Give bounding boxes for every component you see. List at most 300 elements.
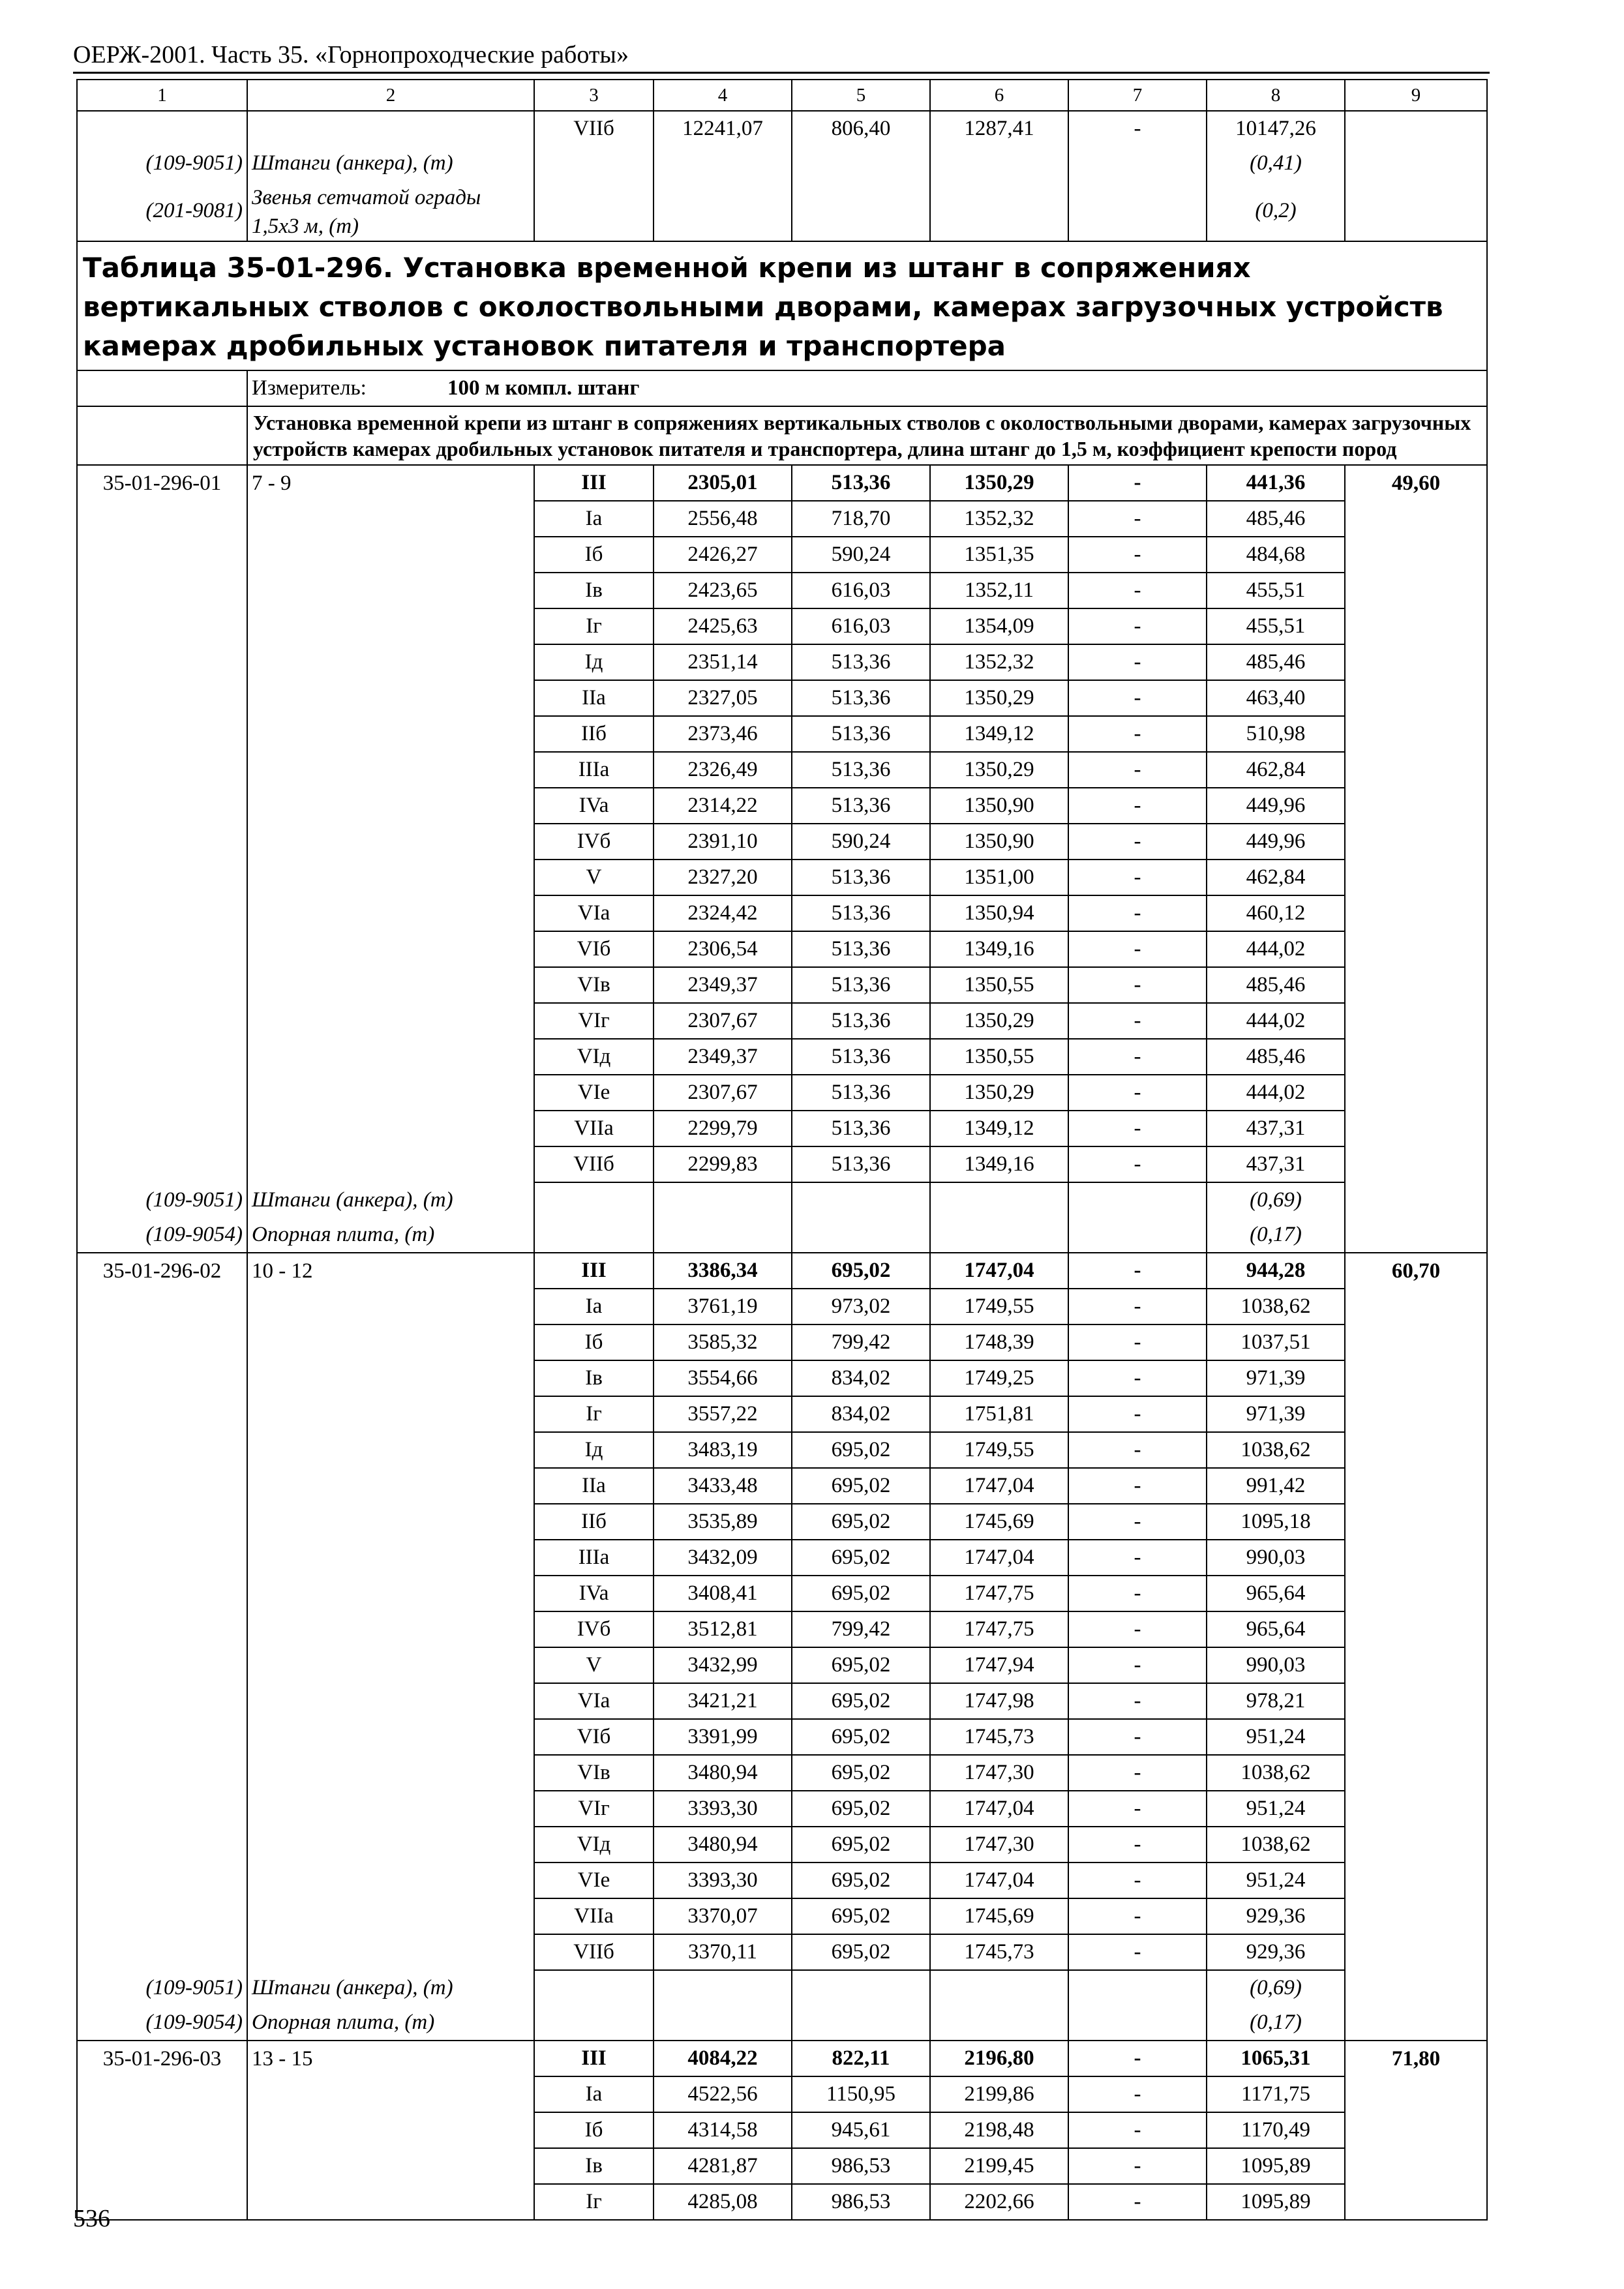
value-cell: - — [1068, 824, 1207, 860]
resource-note-row — [77, 181, 1487, 241]
value-cell: - — [1068, 680, 1207, 716]
value-cell: 3432,99 — [654, 1647, 792, 1683]
resource-code: (109-9051) — [77, 1970, 247, 2005]
empty-cell — [77, 1827, 247, 1863]
table-row — [77, 1111, 1487, 1146]
value-cell: - — [1068, 1289, 1207, 1324]
value-cell: 965,64 — [1207, 1611, 1345, 1647]
column-number: 4 — [654, 80, 792, 111]
rock-category-cell: IVa — [534, 1576, 654, 1611]
value-cell: 444,02 — [1207, 1003, 1345, 1039]
value-cell: 799,42 — [792, 1611, 930, 1647]
resource-code: (109-9054) — [77, 1218, 247, 1253]
value-cell: - — [1068, 1683, 1207, 1719]
value-cell: 1037,51 — [1207, 1324, 1345, 1360]
empty-cell — [77, 680, 247, 716]
empty-cell — [792, 181, 930, 241]
table-row — [77, 537, 1487, 573]
value-cell: 1349,12 — [930, 1111, 1068, 1146]
table-row — [77, 824, 1487, 860]
value-cell: 3421,21 — [654, 1683, 792, 1719]
value-cell: - — [1068, 1719, 1207, 1755]
column-number: 9 — [1345, 80, 1487, 111]
value-cell: - — [1068, 1576, 1207, 1611]
empty-cell — [1345, 1146, 1487, 1182]
value-cell: 2423,65 — [654, 573, 792, 608]
empty-cell — [77, 860, 247, 895]
value-cell: 1351,00 — [930, 860, 1068, 895]
empty-cell — [77, 2076, 247, 2112]
value-cell: 1352,11 — [930, 573, 1068, 608]
value-cell: 616,03 — [792, 573, 930, 608]
value-cell: 2349,37 — [654, 1039, 792, 1075]
empty-cell — [247, 931, 534, 967]
measure-cell — [247, 370, 1487, 406]
rock-category-cell: Iв — [534, 573, 654, 608]
value-cell: 695,02 — [792, 1719, 930, 1755]
value-cell: 437,31 — [1207, 1111, 1345, 1146]
value-cell: 462,84 — [1207, 860, 1345, 895]
value-cell: - — [1068, 111, 1207, 146]
value-cell: 1349,16 — [930, 1146, 1068, 1182]
empty-cell — [534, 2005, 654, 2041]
table-row — [77, 1003, 1487, 1039]
rock-category-cell: V — [534, 860, 654, 895]
empty-cell — [247, 1576, 534, 1611]
value-cell: 4522,56 — [654, 2076, 792, 2112]
empty-cell — [1345, 788, 1487, 824]
empty-cell — [77, 644, 247, 680]
empty-cell — [247, 1432, 534, 1468]
empty-cell — [1345, 2076, 1487, 2112]
table-row — [77, 644, 1487, 680]
intro-text: Установка временной крепи из штанг в сопряжениях вертикальных стволов с околоствольными дворами, камерах загрузочных устройств камерах дробильных установок питателя и транспортера, длина штанг до 1,5 м, коэффициент крепости пород — [247, 406, 1487, 465]
rock-category-cell: VIe — [534, 1863, 654, 1898]
empty-cell — [247, 1540, 534, 1576]
rock-category-cell: Iв — [534, 1360, 654, 1396]
table-row — [77, 2148, 1487, 2184]
empty-cell — [534, 181, 654, 241]
table-row — [77, 1827, 1487, 1863]
empty-cell — [1345, 1182, 1487, 1218]
table-row — [77, 1863, 1487, 1898]
value-cell: 971,39 — [1207, 1396, 1345, 1432]
value-cell: 2314,22 — [654, 788, 792, 824]
empty-cell — [1345, 2184, 1487, 2220]
empty-cell — [1345, 537, 1487, 573]
empty-cell — [1345, 1504, 1487, 1540]
value-cell: - — [1068, 1504, 1207, 1540]
value-cell: 4281,87 — [654, 2148, 792, 2184]
resource-code: (109-9051) — [77, 1182, 247, 1218]
table-row — [77, 1504, 1487, 1540]
value-cell: 3370,11 — [654, 1934, 792, 1970]
value-cell: 695,02 — [792, 1504, 930, 1540]
value-cell: 1747,75 — [930, 1611, 1068, 1647]
extra-value: 71,80 — [1345, 2041, 1487, 2076]
empty-cell — [1345, 1039, 1487, 1075]
value-cell: 1171,75 — [1207, 2076, 1345, 2112]
empty-cell — [792, 1182, 930, 1218]
rock-category-cell: Iг — [534, 608, 654, 644]
value-cell: 2326,49 — [654, 752, 792, 788]
value-cell: 2391,10 — [654, 824, 792, 860]
value-cell: 3480,94 — [654, 1755, 792, 1791]
empty-cell — [1345, 1468, 1487, 1504]
empty-cell — [247, 1039, 534, 1075]
value-cell: 513,36 — [792, 1003, 930, 1039]
value-cell: 1352,32 — [930, 644, 1068, 680]
value-cell: - — [1068, 1003, 1207, 1039]
empty-cell — [1068, 2005, 1207, 2041]
empty-cell — [77, 1755, 247, 1791]
table-row — [77, 2184, 1487, 2220]
table-row — [77, 1647, 1487, 1683]
empty-cell — [654, 1218, 792, 1253]
value-cell: 806,40 — [792, 111, 930, 146]
empty-cell — [77, 1791, 247, 1827]
value-cell: - — [1068, 1755, 1207, 1791]
value-cell: 1350,29 — [930, 1003, 1068, 1039]
empty-cell — [1345, 1970, 1487, 2005]
empty-cell — [1345, 1218, 1487, 1253]
rock-category-cell: Iб — [534, 1324, 654, 1360]
rock-category-cell: Ia — [534, 2076, 654, 2112]
resource-name: Опорная плита, (т) — [247, 1218, 534, 1253]
rock-category-cell: Iб — [534, 2112, 654, 2148]
empty-cell — [77, 1647, 247, 1683]
value-cell: 1749,55 — [930, 1432, 1068, 1468]
value-cell: - — [1068, 465, 1207, 501]
empty-cell — [1345, 895, 1487, 931]
empty-cell — [1068, 1218, 1207, 1253]
value-cell: 2307,67 — [654, 1075, 792, 1111]
empty-cell — [77, 1611, 247, 1647]
empty-cell — [247, 788, 534, 824]
empty-cell — [77, 406, 247, 465]
extra-cell — [1345, 111, 1487, 146]
rock-category-cell: VIIб — [534, 1146, 654, 1182]
rock-category-cell: III — [534, 465, 654, 501]
rate-code: 35-01-296-02 — [77, 1253, 247, 1289]
empty-cell — [654, 146, 792, 181]
rock-category-cell: Ia — [534, 1289, 654, 1324]
empty-cell — [77, 1289, 247, 1324]
column-number: 1 — [77, 80, 247, 111]
value-cell: 944,28 — [1207, 1253, 1345, 1289]
table-row — [77, 788, 1487, 824]
rock-category-cell: Iд — [534, 1432, 654, 1468]
rate-code: 35-01-296-01 — [77, 465, 247, 501]
value-cell: 513,36 — [792, 895, 930, 931]
empty-cell — [247, 824, 534, 860]
value-cell: - — [1068, 644, 1207, 680]
value-cell: 616,03 — [792, 608, 930, 644]
empty-cell — [77, 1719, 247, 1755]
rock-category-cell: IVa — [534, 788, 654, 824]
table-row — [77, 1576, 1487, 1611]
table-row — [77, 1432, 1487, 1468]
value-cell: 834,02 — [792, 1396, 930, 1432]
value-cell: 1747,04 — [930, 1253, 1068, 1289]
empty-cell — [654, 2005, 792, 2041]
table-row — [77, 716, 1487, 752]
empty-cell — [247, 1683, 534, 1719]
value-cell: 1349,12 — [930, 716, 1068, 752]
resource-code: (201-9081) — [77, 181, 247, 241]
empty-cell — [247, 1075, 534, 1111]
value-cell: - — [1068, 1253, 1207, 1289]
value-cell: 513,36 — [792, 465, 930, 501]
value-cell: 2305,01 — [654, 465, 792, 501]
rock-category-cell: III — [534, 1253, 654, 1289]
value-cell: 1745,69 — [930, 1504, 1068, 1540]
value-cell: 951,24 — [1207, 1791, 1345, 1827]
value-cell: 1065,31 — [1207, 2041, 1345, 2076]
value-cell: 965,64 — [1207, 1576, 1345, 1611]
value-cell: 1747,98 — [930, 1683, 1068, 1719]
empty-cell — [77, 1863, 247, 1898]
value-cell: 2306,54 — [654, 931, 792, 967]
value-cell: 2327,20 — [654, 860, 792, 895]
rock-category-cell: VIa — [534, 1683, 654, 1719]
value-cell: 513,36 — [792, 931, 930, 967]
empty-cell — [930, 1218, 1068, 1253]
empty-cell — [1345, 146, 1487, 181]
value-cell: 437,31 — [1207, 1146, 1345, 1182]
empty-cell — [1345, 181, 1487, 241]
value-cell: 929,36 — [1207, 1934, 1345, 1970]
empty-cell — [77, 370, 247, 406]
value-cell: 695,02 — [792, 1898, 930, 1934]
table-row — [77, 1324, 1487, 1360]
rock-category-cell: IIIa — [534, 752, 654, 788]
empty-cell — [534, 1218, 654, 1253]
value-cell: 695,02 — [792, 1791, 930, 1827]
empty-cell — [247, 573, 534, 608]
empty-cell — [1345, 2148, 1487, 2184]
value-cell: 455,51 — [1207, 608, 1345, 644]
rates-table — [76, 79, 1488, 2221]
value-cell: 2199,45 — [930, 2148, 1068, 2184]
table-row — [77, 1540, 1487, 1576]
value-cell: 444,02 — [1207, 931, 1345, 967]
empty-cell — [654, 1182, 792, 1218]
table-row — [77, 1683, 1487, 1719]
value-cell: 2373,46 — [654, 716, 792, 752]
value-cell: 2202,66 — [930, 2184, 1068, 2220]
value-cell: 590,24 — [792, 824, 930, 860]
rock-category-cell: III — [534, 2041, 654, 2076]
empty-cell — [1345, 2112, 1487, 2148]
value-cell: 1748,39 — [930, 1324, 1068, 1360]
value-cell: 1351,35 — [930, 537, 1068, 573]
value-cell: 1747,04 — [930, 1791, 1068, 1827]
empty-cell — [1345, 752, 1487, 788]
value-cell: 951,24 — [1207, 1719, 1345, 1755]
empty-cell — [1068, 181, 1207, 241]
value-cell: 695,02 — [792, 1576, 930, 1611]
value-cell: - — [1068, 1791, 1207, 1827]
value-cell: - — [1068, 2112, 1207, 2148]
value-cell: 1349,16 — [930, 931, 1068, 967]
empty-cell — [1068, 146, 1207, 181]
value-cell: 485,46 — [1207, 644, 1345, 680]
resource-note-row — [77, 1182, 1487, 1218]
value-cell: 2307,67 — [654, 1003, 792, 1039]
empty-cell — [1345, 1432, 1487, 1468]
value-cell: - — [1068, 1111, 1207, 1146]
value-cell: 510,98 — [1207, 716, 1345, 752]
empty-cell — [1345, 680, 1487, 716]
value-cell: 1150,95 — [792, 2076, 930, 2112]
empty-cell — [247, 1289, 534, 1324]
empty-cell — [247, 716, 534, 752]
code-cell — [77, 111, 247, 146]
value-cell: 1749,25 — [930, 1360, 1068, 1396]
value-cell: - — [1068, 752, 1207, 788]
value-cell: 444,02 — [1207, 1075, 1345, 1111]
value-cell: 513,36 — [792, 1111, 930, 1146]
value-cell: - — [1068, 1540, 1207, 1576]
page-header: ОЕРЖ-2001. Часть 35. «Горнопроходческие работы» — [73, 41, 629, 68]
empty-cell — [247, 2184, 534, 2220]
empty-cell — [247, 2112, 534, 2148]
value-cell: 485,46 — [1207, 1039, 1345, 1075]
value-cell: 513,36 — [792, 860, 930, 895]
empty-cell — [792, 1970, 930, 2005]
value-cell: 4285,08 — [654, 2184, 792, 2220]
value-cell: 1354,09 — [930, 608, 1068, 644]
value-cell: 1745,73 — [930, 1934, 1068, 1970]
value-cell: 799,42 — [792, 1324, 930, 1360]
value-cell: 2196,80 — [930, 2041, 1068, 2076]
empty-cell — [930, 1182, 1068, 1218]
rock-category-cell: IIa — [534, 1468, 654, 1504]
value-cell: 513,36 — [792, 716, 930, 752]
column-number: 5 — [792, 80, 930, 111]
value-cell: 991,42 — [1207, 1468, 1345, 1504]
empty-cell — [247, 1755, 534, 1791]
empty-cell — [1345, 2005, 1487, 2041]
empty-cell — [1345, 1898, 1487, 1934]
value-cell: 3391,99 — [654, 1719, 792, 1755]
value-cell: 822,11 — [792, 2041, 930, 2076]
empty-cell — [247, 860, 534, 895]
value-cell: 513,36 — [792, 1146, 930, 1182]
rock-category-cell: Iд — [534, 644, 654, 680]
resource-code: (109-9051) — [77, 146, 247, 181]
value-cell: - — [1068, 1396, 1207, 1432]
value-cell: - — [1068, 931, 1207, 967]
value-cell: - — [1068, 1611, 1207, 1647]
value-cell: 513,36 — [792, 680, 930, 716]
table-row — [77, 2112, 1487, 2148]
value-cell: - — [1068, 1360, 1207, 1396]
value-cell: 463,40 — [1207, 680, 1345, 716]
empty-cell — [534, 1970, 654, 2005]
table-row — [77, 1611, 1487, 1647]
empty-cell — [247, 644, 534, 680]
value-cell: 1350,55 — [930, 1039, 1068, 1075]
value-cell: 3554,66 — [654, 1360, 792, 1396]
empty-cell — [77, 1003, 247, 1039]
value-cell: 3370,07 — [654, 1898, 792, 1934]
resource-name: Штанги (анкера), (т) — [247, 146, 534, 181]
empty-cell — [77, 1540, 247, 1576]
empty-cell — [77, 1432, 247, 1468]
empty-cell — [1345, 1934, 1487, 1970]
column-number: 6 — [930, 80, 1068, 111]
value-cell: - — [1068, 1432, 1207, 1468]
empty-cell — [247, 608, 534, 644]
empty-cell — [77, 967, 247, 1003]
empty-cell — [1345, 1683, 1487, 1719]
value-cell: 1095,89 — [1207, 2184, 1345, 2220]
rock-category-cell: IVб — [534, 1611, 654, 1647]
empty-cell — [1345, 1324, 1487, 1360]
rock-category-cell: IIб — [534, 1504, 654, 1540]
table-row — [77, 1360, 1487, 1396]
empty-cell — [1345, 860, 1487, 895]
empty-cell — [77, 931, 247, 967]
rock-category-cell: Ia — [534, 501, 654, 537]
table-row — [77, 1719, 1487, 1755]
empty-cell — [77, 608, 247, 644]
empty-cell — [1345, 1075, 1487, 1111]
value-cell: 1350,29 — [930, 752, 1068, 788]
empty-cell — [1345, 1611, 1487, 1647]
empty-cell — [654, 1970, 792, 2005]
empty-cell — [1345, 1755, 1487, 1791]
table-row — [77, 860, 1487, 895]
empty-cell — [1345, 1111, 1487, 1146]
empty-cell — [792, 146, 930, 181]
empty-cell — [1345, 1863, 1487, 1898]
table-row — [77, 1039, 1487, 1075]
value-cell: - — [1068, 501, 1207, 537]
empty-cell — [77, 1504, 247, 1540]
empty-cell — [1345, 1719, 1487, 1755]
value-cell: 695,02 — [792, 1683, 930, 1719]
table-row — [77, 895, 1487, 931]
value-cell: 929,36 — [1207, 1898, 1345, 1934]
page-number: 536 — [73, 2205, 110, 2232]
value-cell: 2425,63 — [654, 608, 792, 644]
table-row — [77, 1075, 1487, 1111]
empty-cell — [1345, 1360, 1487, 1396]
column-number: 2 — [247, 80, 534, 111]
empty-cell — [1345, 501, 1487, 537]
empty-cell — [77, 1898, 247, 1934]
value-cell: 1745,69 — [930, 1898, 1068, 1934]
value-cell: 834,02 — [792, 1360, 930, 1396]
value-cell: - — [1068, 2076, 1207, 2112]
resource-value: (0,17) — [1207, 1218, 1345, 1253]
value-cell: - — [1068, 2184, 1207, 2220]
empty-cell — [1345, 1827, 1487, 1863]
rock-category-cell: IIa — [534, 680, 654, 716]
value-cell: 1287,41 — [930, 111, 1068, 146]
value-cell: 973,02 — [792, 1289, 930, 1324]
value-cell: 485,46 — [1207, 501, 1345, 537]
column-number: 8 — [1207, 80, 1345, 111]
empty-cell — [1345, 1791, 1487, 1827]
value-cell: 513,36 — [792, 1039, 930, 1075]
value-cell: 4314,58 — [654, 2112, 792, 2148]
rock-category-cell: Iв — [534, 2148, 654, 2184]
rock-category-cell: VIб — [534, 1719, 654, 1755]
